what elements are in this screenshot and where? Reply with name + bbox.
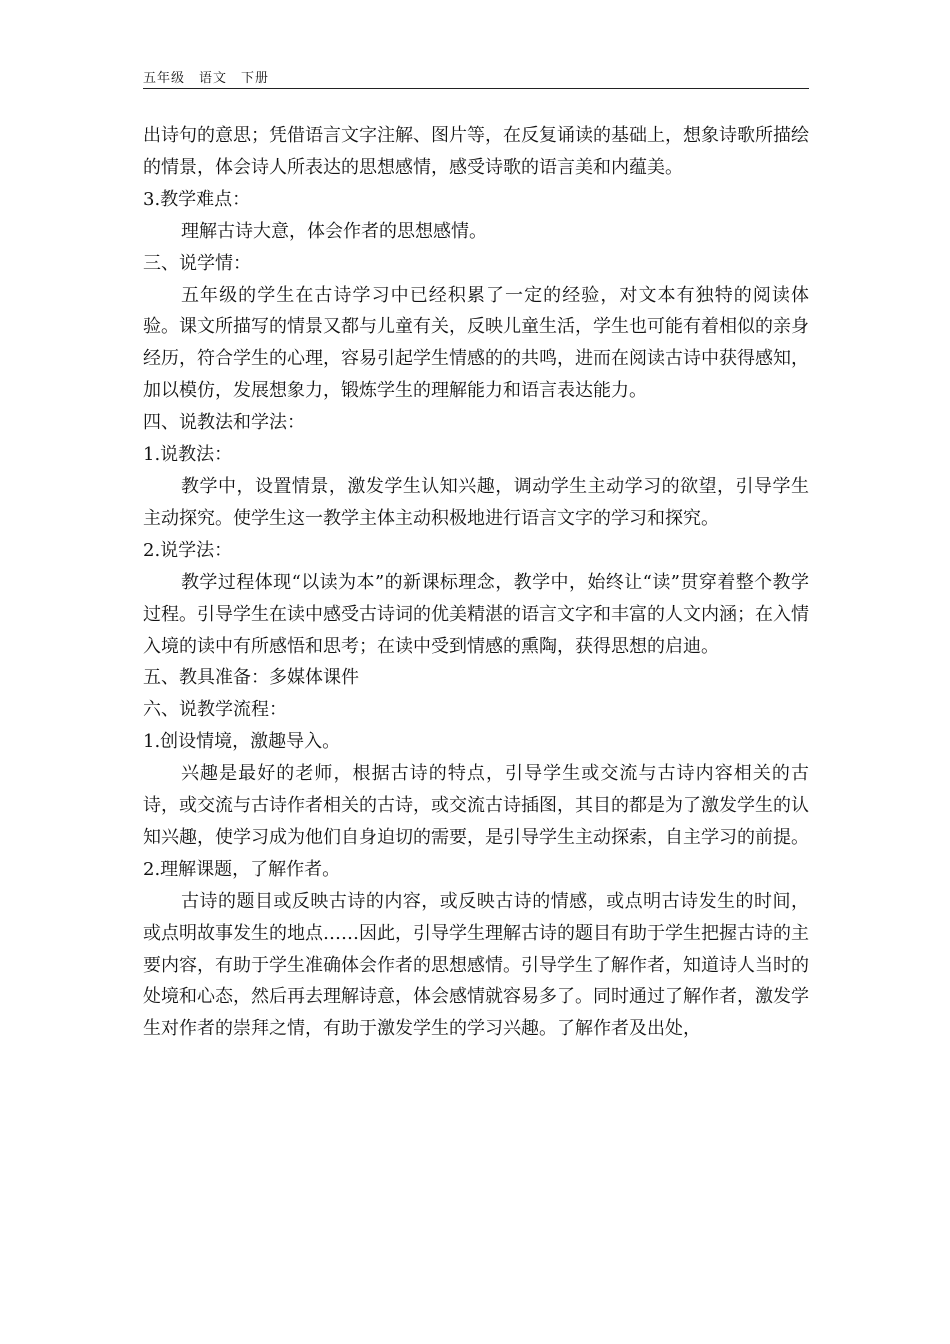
paragraph: 理解古诗大意，体会作者的思想感情。 [181,220,487,242]
section-heading: 3.教学难点： [143,188,251,210]
section-heading: 2.理解课题，了解作者。 [143,858,341,880]
page-header: 五年级 语文 下册 [143,71,270,86]
section-heading: 五、教具准备：多媒体课件 [143,667,359,689]
section-heading: 四、说教法和学法： [143,412,305,434]
section-heading: 1.说教法： [143,444,233,466]
paragraph: 五年级的学生在古诗学习中已经积累了一定的经验，对文本有独特的阅读体验。课文所描写的情景又都与儿童有关，反映儿童生活，学生也可能有着相似的亲身经历，符合学生的心理，容易引起学生情感的的共鸣，进而在阅读古诗中获得感知，加以模仿，发展想象力，锻炼学生的理解能力和语言表达能力。 [143,284,809,402]
paragraph: 古诗的题目或反映古诗的内容，或反映古诗的情感，或点明古诗发生的时间，或点明故事发生的地点……因此，引导学生理解古诗的题目有助于学生把握古诗的主要内容，有助于学生准确体会作者的思想感情。引导学生了解作者，知道诗人当时的处境和心态，然后再去理解诗意，体会感情就容易多了。同时通过了解作者，激发学生对作者的崇拜之情，有助于激发学生的学习兴趣。了解作者及出处， [143,890,809,1040]
header-divider [143,88,809,89]
paragraph: 教学过程体现“以读为本”的新课标理念，教学中，始终让“读”贯穿着整个教学过程。引导学生在读中感受古诗词的优美精湛的语言文字和丰富的人文内涵；在入情入境的读中有所感悟和思考；在读中受到情感的熏陶，获得思想的启迪。 [143,571,809,657]
section-heading: 1.创设情境，激趣导入。 [143,731,341,753]
section-heading: 六、说教学流程： [143,699,287,721]
paragraph: 教学中，设置情景，激发学生认知兴趣，调动学生主动学习的欲望，引导学生主动探究。使学生这一教学主体主动积极地进行语言文字的学习和探究。 [143,475,809,529]
document-body [143,120,809,1045]
section-heading: 2.说学法： [143,539,233,561]
paragraph: 出诗句的意思；凭借语言文字注解、图片等，在反复诵读的基础上，想象诗歌所描绘的情景，体会诗人所表达的思想感情，感受诗歌的语言美和内蕴美。 [143,125,809,178]
paragraph: 兴趣是最好的老师，根据古诗的特点，引导学生或交流与古诗内容相关的古诗，或交流与古诗作者相关的古诗，或交流古诗插图，其目的都是为了激发学生的认知兴趣，使学习成为他们自身迫切的需要，是引导学生主动探索，自主学习的前提。 [143,763,809,848]
section-heading: 三、说学情： [143,252,251,274]
